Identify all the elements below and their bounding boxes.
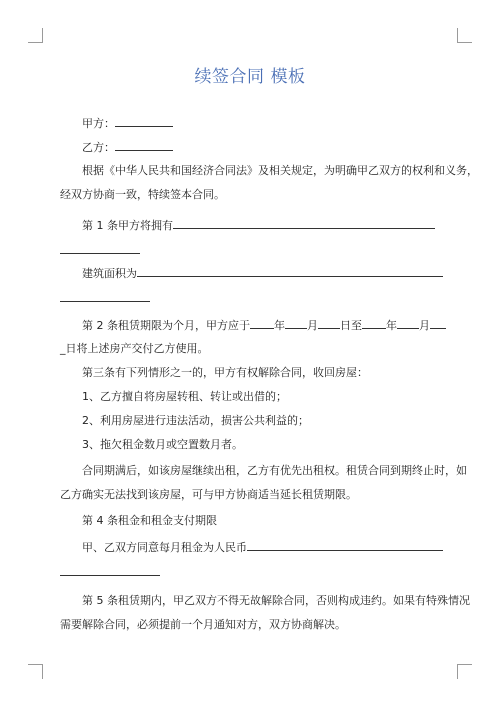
area-blank — [137, 264, 443, 277]
area-line — [60, 264, 440, 283]
renewal-line-2: 乙方确实无法找到该房屋，可与甲方协商适当延长租赁期限。 — [60, 488, 357, 501]
document-title: 续签合同 模板 — [194, 67, 306, 87]
party-b-label: 乙方： — [82, 141, 115, 154]
crop-mark-bottom-right — [457, 664, 472, 679]
party-a-label: 甲方： — [82, 117, 115, 130]
article-5-line-2: 需要解除合同，必须提前一个月通知对方，双方协商解决。 — [60, 618, 346, 631]
rent-label: 甲、乙双方同意每月租金为人民币 — [82, 541, 247, 554]
crop-mark-bottom-left — [28, 664, 43, 679]
party-a-blank — [115, 114, 173, 127]
article-1-line — [60, 216, 440, 235]
area-label: 建筑面积为 — [82, 267, 137, 280]
article-1-label: 第 1 条甲方将拥有 — [82, 219, 173, 232]
area-blank-cont — [60, 288, 150, 302]
intro-line-1: 根据《中华人民共和国经济合同法》及相关规定，为明确甲乙双方的权利和义务， — [82, 164, 478, 177]
article-4-heading: 第 4 条租金和租金支付期限 — [82, 514, 217, 527]
rent-blank — [247, 538, 443, 551]
rent-blank-cont — [60, 562, 160, 576]
crop-mark-top-left — [28, 28, 43, 43]
article-3-item-1: 1、乙方擅自将房屋转租、转让或出借的； — [82, 390, 287, 403]
article-2-line-2: _日将上述房产交付乙方使用。 — [60, 342, 209, 355]
party-b-line — [60, 138, 440, 157]
article-1-blank-cont — [60, 240, 140, 254]
article-1-blank — [173, 216, 435, 229]
party-a-line — [60, 114, 440, 133]
intro-line-2: 经双方协商一致，特续签本合同。 — [60, 188, 225, 201]
renewal-line-1: 合同期满后，如该房屋继续出租，乙方有优先出租权。租赁合同到期终止时，如 — [82, 464, 467, 477]
crop-mark-top-right — [457, 28, 472, 43]
article-3-item-3: 3、拖欠租金数月或空置数月者。 — [82, 438, 243, 451]
article-2-line: 第 2 条租赁期限为个月，甲方应于 年 月 日至 年 月 — [60, 316, 440, 335]
article-5-line-1: 第 5 条租赁期内，甲乙双方不得无故解除合同，否则构成违约。如果有特殊情况 — [82, 594, 470, 607]
party-b-blank — [115, 138, 173, 151]
rent-line — [60, 538, 440, 557]
article-3-item-2: 2、利用房屋进行违法活动，损害公共利益的； — [82, 414, 309, 427]
article-3-heading: 第三条有下列情形之一的，甲方有权解除合同，收回房屋： — [82, 366, 368, 379]
